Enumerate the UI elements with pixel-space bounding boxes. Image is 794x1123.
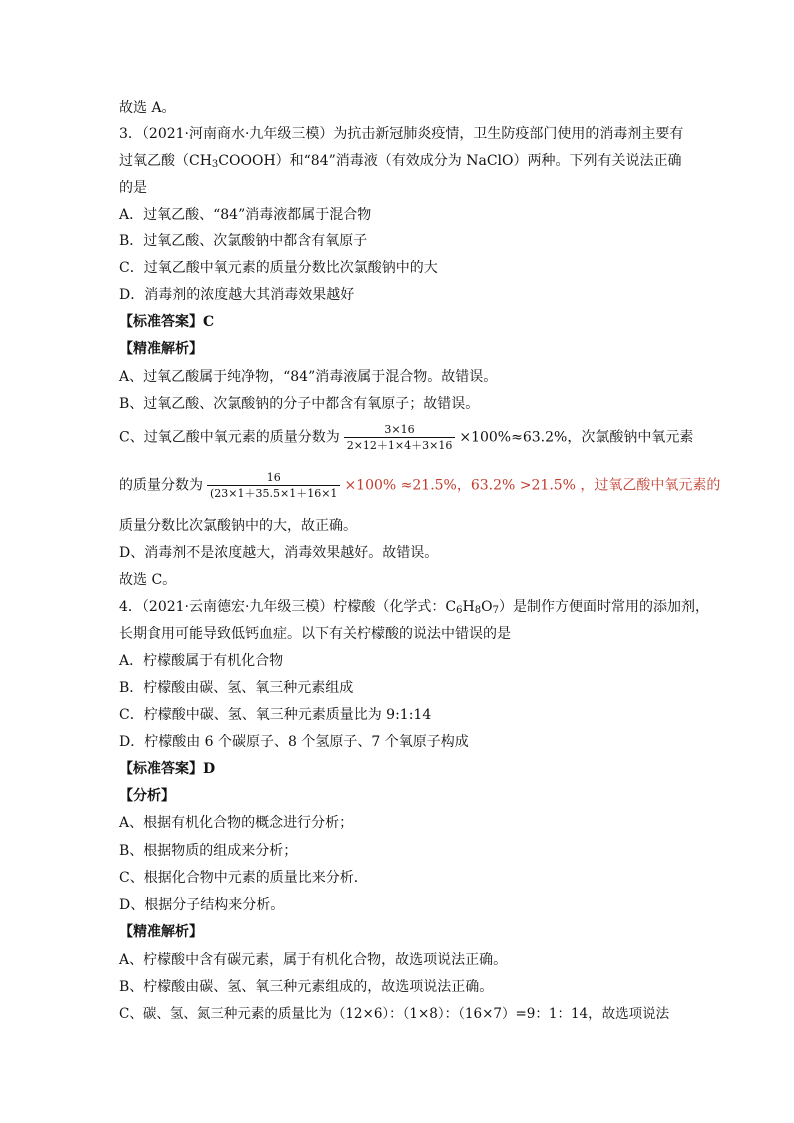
- line-text: 【标准答案】C: [119, 314, 215, 330]
- fraction: [207, 471, 340, 500]
- fraction-numerator: 3×16: [384, 423, 415, 436]
- analysis-b: [119, 842, 684, 860]
- analysis-a: [119, 951, 684, 969]
- line-text: B．柠檬酸由碳、氢、氧三种元素组成: [119, 680, 354, 696]
- analysis-d: [119, 544, 684, 562]
- analysis-heading: [119, 787, 684, 805]
- line-text: D、根据分子结构来分析。: [119, 897, 285, 913]
- analysis-a: [119, 368, 684, 386]
- option-b: [119, 679, 684, 697]
- line-text: 的质量分数为: [119, 477, 203, 494]
- fraction-denominator: (23×1＋35.5×1＋16×1: [207, 485, 340, 500]
- text-line: [119, 99, 684, 117]
- analysis-b: [119, 978, 684, 996]
- line-text: C．柠檬酸中碳、氢、氧三种元素质量比为 9:1:14: [119, 707, 432, 723]
- analysis-d: [119, 896, 684, 914]
- analysis-b: [119, 395, 684, 413]
- option-c: [119, 259, 684, 277]
- line-text: 【分析】: [119, 788, 175, 804]
- analysis-c: [119, 517, 684, 535]
- line-text: A、根据有机化合物的概念进行分析；: [119, 815, 354, 831]
- line-text: 故选 A。: [119, 100, 176, 116]
- line-text: C、根据化合物中元素的质量比来分析．: [119, 870, 368, 886]
- option-c: [119, 706, 684, 724]
- line-text: D．消毒剂的浓度越大其消毒效果越好: [119, 287, 355, 303]
- question-3-stem: [119, 125, 684, 143]
- line-text: COOOH）和“84”消毒液（有效成分为 NaClO）两种。下列有关说法正确: [218, 153, 682, 169]
- subscript: 8: [474, 605, 482, 616]
- line-text: ×100% ≈21.5%，63.2% >21.5% ，过氧乙酸中氧元素的: [344, 477, 721, 494]
- line-text: D、消毒剂不是浓度越大，消毒效果越好。故错误。: [119, 545, 439, 561]
- analysis-heading: [119, 340, 684, 358]
- analysis-c: [119, 869, 684, 887]
- line-text: 质量分数比次氯酸钠中的大，故正确。: [119, 518, 357, 534]
- line-text: O: [481, 599, 493, 615]
- fraction-denominator: 2×12＋1×4＋3×16: [344, 437, 456, 452]
- question-3-stem: [119, 152, 684, 170]
- question-4-stem: [119, 625, 684, 643]
- option-d: [119, 286, 684, 304]
- text-line: [119, 571, 684, 589]
- line-text: A．过氧乙酸、“84”消毒液都属于混合物: [119, 207, 372, 223]
- line-text: B、柠檬酸由碳、氢、氧三种元素组成的，故选项说法正确。: [119, 979, 494, 995]
- line-text: C．过氧乙酸中氧元素的质量分数比次氯酸钠中的大: [119, 260, 438, 276]
- fraction: [344, 423, 456, 452]
- line-text: A、过氧乙酸属于纯净物，“84”消毒液属于混合物。故错误。: [119, 369, 498, 385]
- line-text: ×100%≈63.2%，次氯酸钠中氧元素: [459, 429, 694, 446]
- option-a: [119, 652, 684, 670]
- line-text: C、碳、氢、氮三种元素的质量比为（12×6）：（1×8）：（16×7）=9：1：14，故选项说法: [119, 1006, 670, 1022]
- line-text: 3．（2021·河南商水·九年级三模）为抗击新冠肺炎疫情，卫生防疫部门使用的消毒剂主要有: [119, 126, 684, 142]
- line-text: 过氧乙酸（CH: [119, 153, 212, 169]
- option-b: [119, 232, 684, 250]
- subscript: 7: [492, 605, 499, 616]
- line-text: B、过氧乙酸、次氯酸钠的分子中都含有氧原子；故错误。: [119, 396, 480, 412]
- analysis-a: [119, 814, 684, 832]
- answer-label: [119, 313, 684, 331]
- line-text: D．柠檬酸由 6 个碳原子、8 个氢原子、7 个氧原子构成: [119, 734, 469, 750]
- line-text: 【精准解析】: [119, 924, 203, 940]
- question-4-stem: [119, 598, 709, 616]
- line-text: 的是: [119, 180, 147, 196]
- analysis-heading: [119, 923, 684, 941]
- line-text: A．柠檬酸属于有机化合物: [119, 653, 284, 669]
- line-text: A、柠檬酸中含有碳元素，属于有机化合物，故选项说法正确。: [119, 952, 508, 968]
- analysis-c-formula: [119, 471, 721, 500]
- line-text: 长期食用可能导致低钙血症。以下有关柠檬酸的说法中错误的是: [119, 626, 511, 642]
- line-text: 【精准解析】: [119, 341, 203, 357]
- line-text: 故选 C。: [119, 572, 177, 588]
- fraction-numerator: 16: [266, 471, 281, 484]
- line-text: B、根据物质的组成来分析；: [119, 843, 298, 859]
- line-text: B．过氧乙酸、次氯酸钠中都含有氧原子: [119, 233, 368, 249]
- line-text: 4．（2021·云南德宏·九年级三模）柠檬酸（化学式：C: [119, 599, 457, 615]
- analysis-c: [119, 1005, 684, 1023]
- answer-label: [119, 760, 684, 778]
- line-text: C、过氧乙酸中氧元素的质量分数为: [119, 429, 340, 446]
- line-text: ）是制作方便面时常用的添加剂，: [498, 599, 709, 615]
- line-text: H: [462, 599, 475, 615]
- subscript: 6: [456, 605, 463, 616]
- question-3-stem: [119, 179, 684, 197]
- analysis-c-formula: [119, 423, 694, 452]
- option-d: [119, 733, 684, 751]
- line-text: 【标准答案】D: [119, 761, 216, 777]
- subscript: 3: [211, 159, 219, 170]
- option-a: [119, 206, 684, 224]
